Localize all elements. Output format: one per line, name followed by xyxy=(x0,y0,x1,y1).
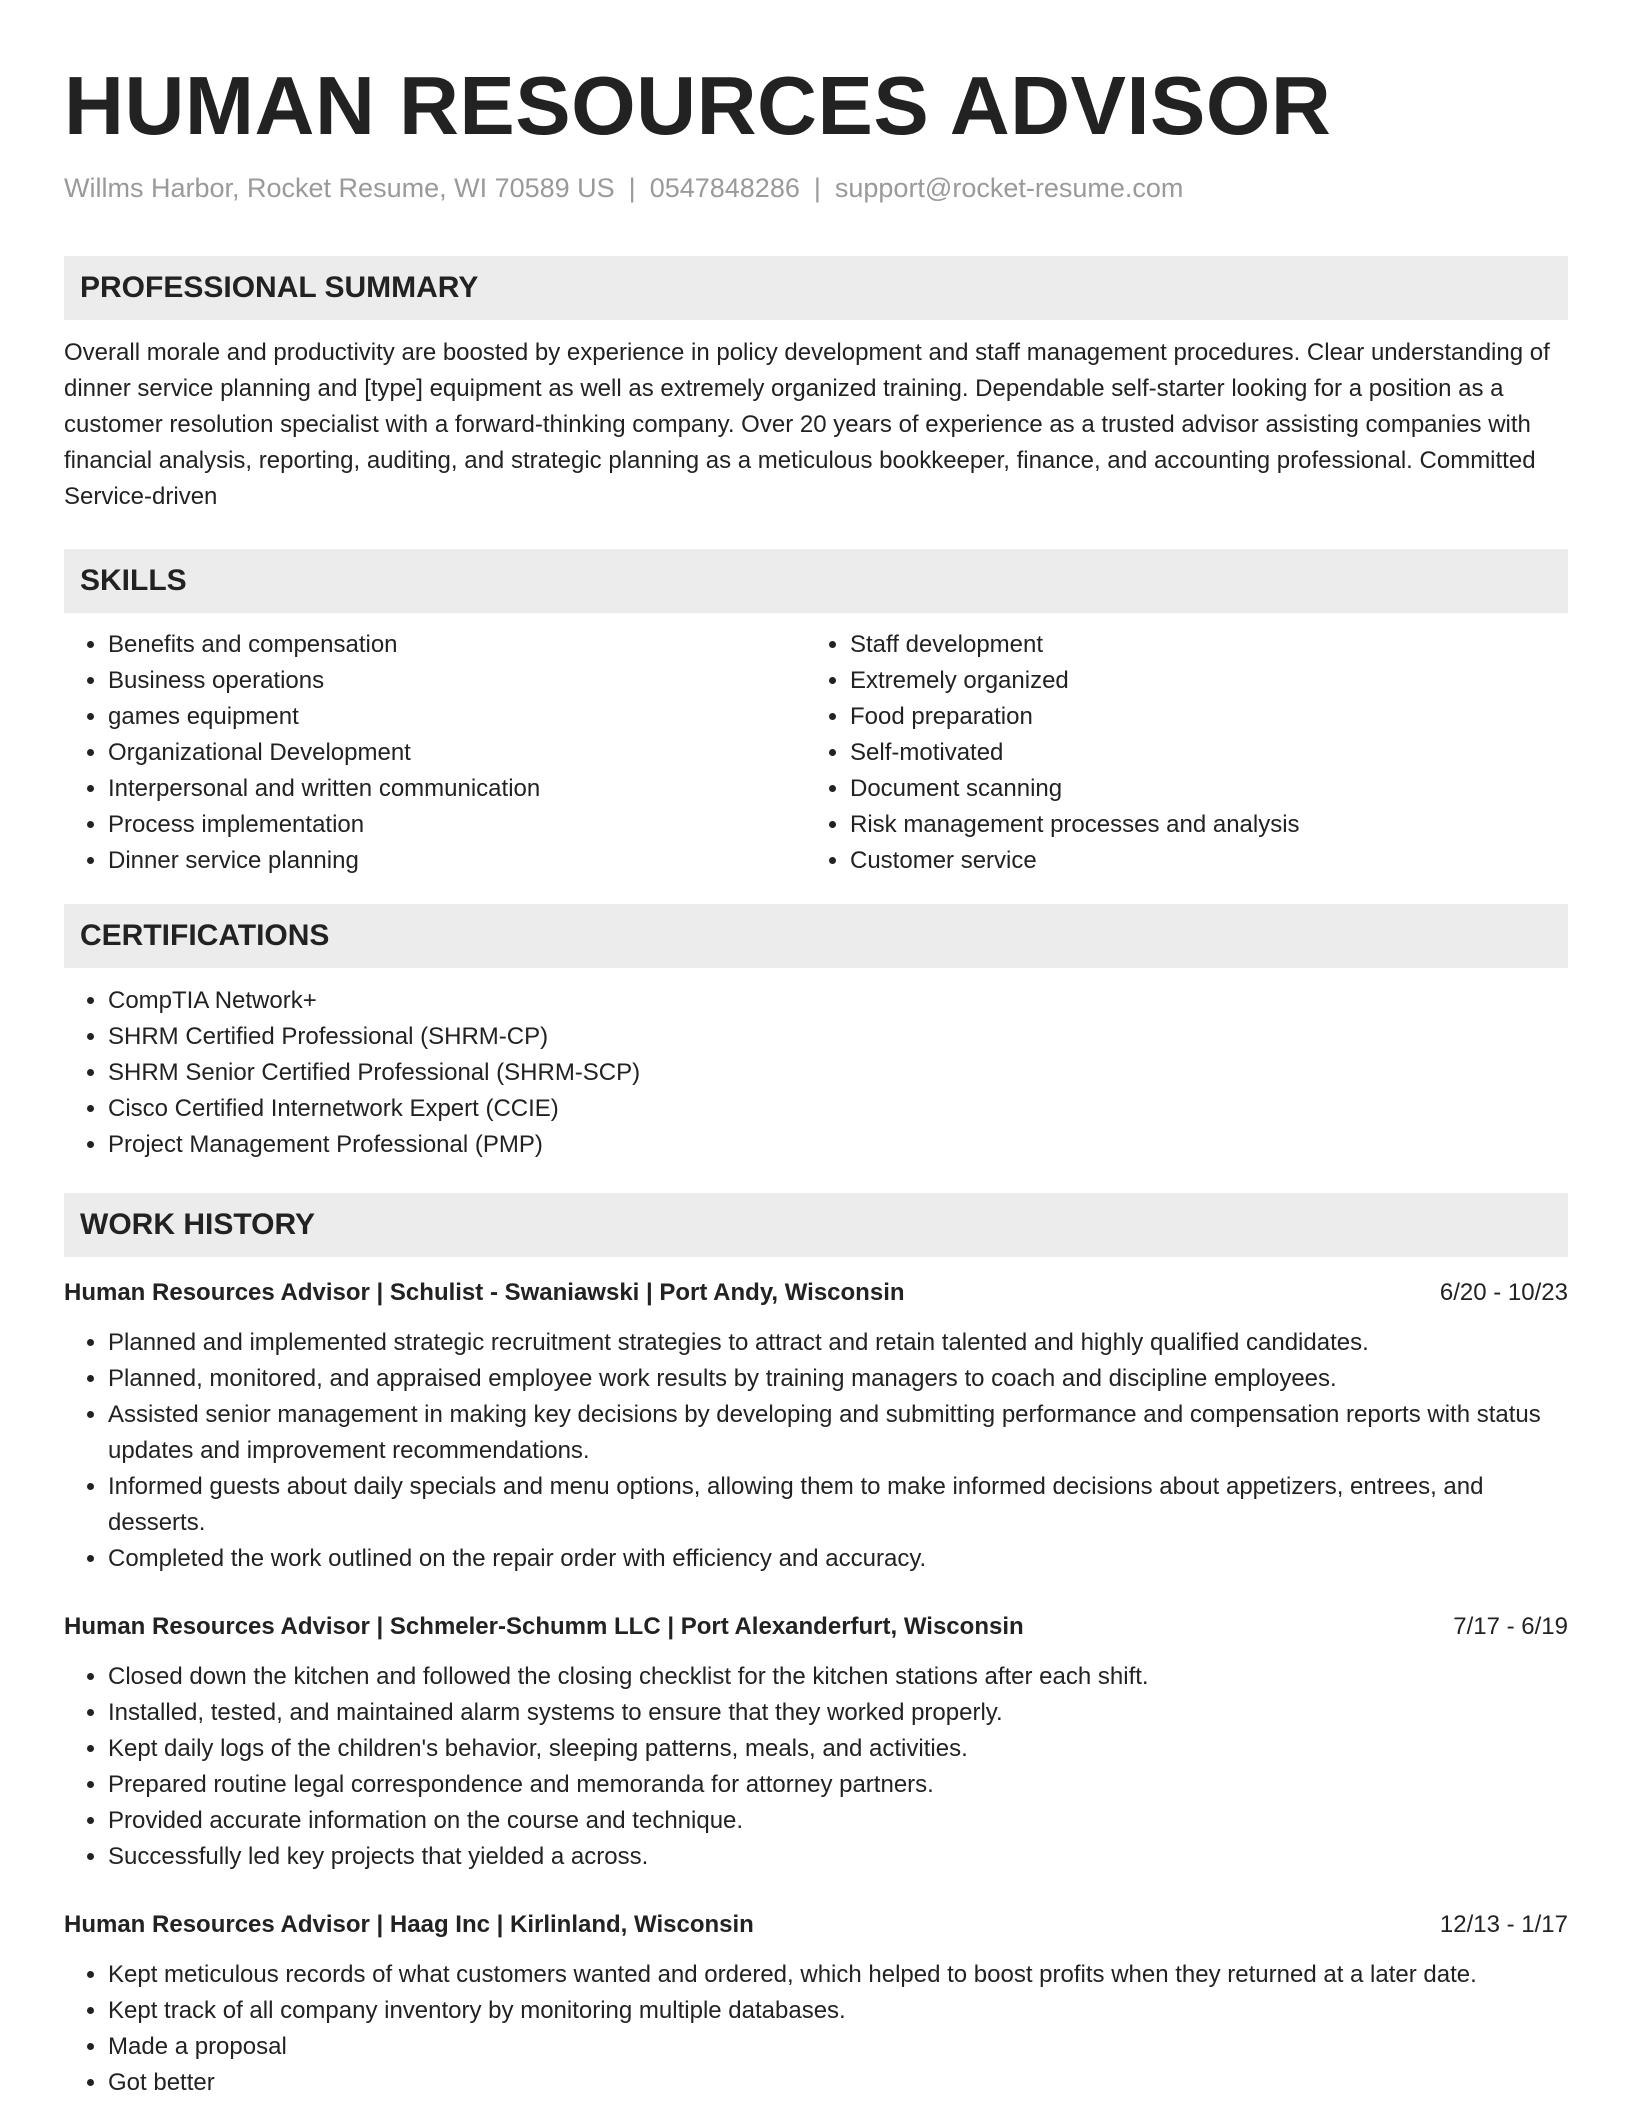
job-dates: 12/13 - 1/17 xyxy=(1439,1911,1568,1938)
skill-item: • Self-motivated xyxy=(850,735,1548,771)
job-header xyxy=(64,1907,1568,1943)
section-heading-certifications: CERTIFICATIONS xyxy=(64,904,1568,968)
contact-email: support@rocket-resume.com xyxy=(834,173,1184,203)
job-entry xyxy=(64,1275,1568,1577)
job-bullet: • Assisted senior management in making key decisions by developing and submitting performance and compensation reports with status updates and improvement recommendations. xyxy=(108,1397,1568,1469)
skill-item: • Organizational Development xyxy=(108,735,806,771)
job-bullet-list xyxy=(64,1957,1568,2101)
job-title: Human Resources Advisor | Schmeler-Schumm LLC | Port Alexanderfurt, Wisconsin xyxy=(64,1613,1024,1640)
skill-item: • Interpersonal and written communication xyxy=(108,771,806,807)
section-heading-work-history: WORK HISTORY xyxy=(64,1193,1568,1257)
job-entry xyxy=(64,1907,1568,2101)
job-dates: 6/20 - 10/23 xyxy=(1439,1279,1568,1306)
certification-item: • SHRM Senior Certified Professional (SHRM-SCP) xyxy=(108,1055,1568,1091)
job-bullet: • Informed guests about daily specials and menu options, allowing them to make informed decisions about appetizers, entrees, and desserts. xyxy=(108,1469,1568,1541)
skills-list-right xyxy=(806,627,1548,879)
skills-columns xyxy=(64,627,1568,879)
job-bullet: • Installed, tested, and maintained alarm systems to ensure that they worked properly. xyxy=(108,1695,1568,1731)
contact-separator: | xyxy=(813,173,821,203)
contact-separator: | xyxy=(628,173,636,203)
skills-column-left xyxy=(64,627,806,879)
job-bullet: • Kept track of all company inventory by monitoring multiple databases. xyxy=(108,1993,1568,2029)
job-header xyxy=(64,1275,1568,1311)
job-bullet-list xyxy=(64,1325,1568,1577)
certification-item: • Project Management Professional (PMP) xyxy=(108,1127,1568,1163)
skill-item: • Risk management processes and analysis xyxy=(850,807,1548,843)
skill-item: • games equipment xyxy=(108,699,806,735)
contact-address: Willms Harbor, Rocket Resume, WI 70589 US xyxy=(64,173,615,203)
job-bullet: • Planned, monitored, and appraised employee work results by training managers to coach and discipline employees. xyxy=(108,1361,1568,1397)
skill-item: • Customer service xyxy=(850,843,1548,879)
skills-list-left xyxy=(64,627,806,879)
certifications-list xyxy=(64,983,1568,1163)
job-header xyxy=(64,1609,1568,1645)
certification-item: • CompTIA Network+ xyxy=(108,983,1568,1019)
job-bullet-list xyxy=(64,1659,1568,1875)
job-bullet: • Made a proposal xyxy=(108,2029,1568,2065)
certification-item: • Cisco Certified Internetwork Expert (CCIE) xyxy=(108,1091,1568,1127)
job-entry xyxy=(64,1609,1568,1875)
job-bullet: • Kept daily logs of the children's behavior, sleeping patterns, meals, and activities. xyxy=(108,1731,1568,1767)
skill-item: • Document scanning xyxy=(850,771,1548,807)
resume-title: HUMAN RESOURCES ADVISOR xyxy=(64,59,1332,152)
section-heading-skills: SKILLS xyxy=(64,549,1568,613)
skill-item: • Process implementation xyxy=(108,807,806,843)
job-bullet: • Planned and implemented strategic recruitment strategies to attract and retain talented and highly qualified candidates. xyxy=(108,1325,1568,1361)
job-bullet: • Completed the work outlined on the repair order with efficiency and accuracy. xyxy=(108,1541,1568,1577)
skill-item: • Dinner service planning xyxy=(108,843,806,879)
section-heading-summary: PROFESSIONAL SUMMARY xyxy=(64,256,1568,320)
contact-phone: 0547848286 xyxy=(649,173,800,203)
certification-item: • SHRM Certified Professional (SHRM-CP) xyxy=(108,1019,1568,1055)
job-bullet: • Got better xyxy=(108,2065,1568,2101)
job-bullet: • Closed down the kitchen and followed the closing checklist for the kitchen stations after each shift. xyxy=(108,1659,1568,1695)
job-bullet: • Successfully led key projects that yielded a across. xyxy=(108,1839,1568,1875)
job-bullet: • Prepared routine legal correspondence and memoranda for attorney partners. xyxy=(108,1767,1568,1803)
skills-column-right xyxy=(806,627,1548,879)
job-dates: 7/17 - 6/19 xyxy=(1453,1613,1568,1640)
skill-item: • Staff development xyxy=(850,627,1548,663)
contact-line xyxy=(64,170,1568,206)
skill-item: • Benefits and compensation xyxy=(108,627,806,663)
job-bullet: • Provided accurate information on the course and technique. xyxy=(108,1803,1568,1839)
work-history-jobs xyxy=(64,1275,1568,2101)
skill-item: • Extremely organized xyxy=(850,663,1548,699)
job-title: Human Resources Advisor | Schulist - Swaniawski | Port Andy, Wisconsin xyxy=(64,1279,905,1306)
skill-item: • Business operations xyxy=(108,663,806,699)
skill-item: • Food preparation xyxy=(850,699,1548,735)
summary-text: Overall morale and productivity are boosted by experience in policy development and staff management procedures. Clear understanding of dinner service planning and [type] equipment as well as extremely organized training. Dependable self-starter looking for a position as a customer resolution specialist with a forward-thinking company. Over 20 years of experience as a trusted advisor assisting companies with financial analysis, reporting, auditing, and strategic planning as a meticulous bookkeeper, finance, and accounting professional. Committed Service-driven xyxy=(64,339,1550,510)
job-bullet: • Kept meticulous records of what customers wanted and ordered, which helped to boost profits when they returned at a later date. xyxy=(108,1957,1568,1993)
job-title: Human Resources Advisor | Haag Inc | Kirlinland, Wisconsin xyxy=(64,1911,754,1938)
